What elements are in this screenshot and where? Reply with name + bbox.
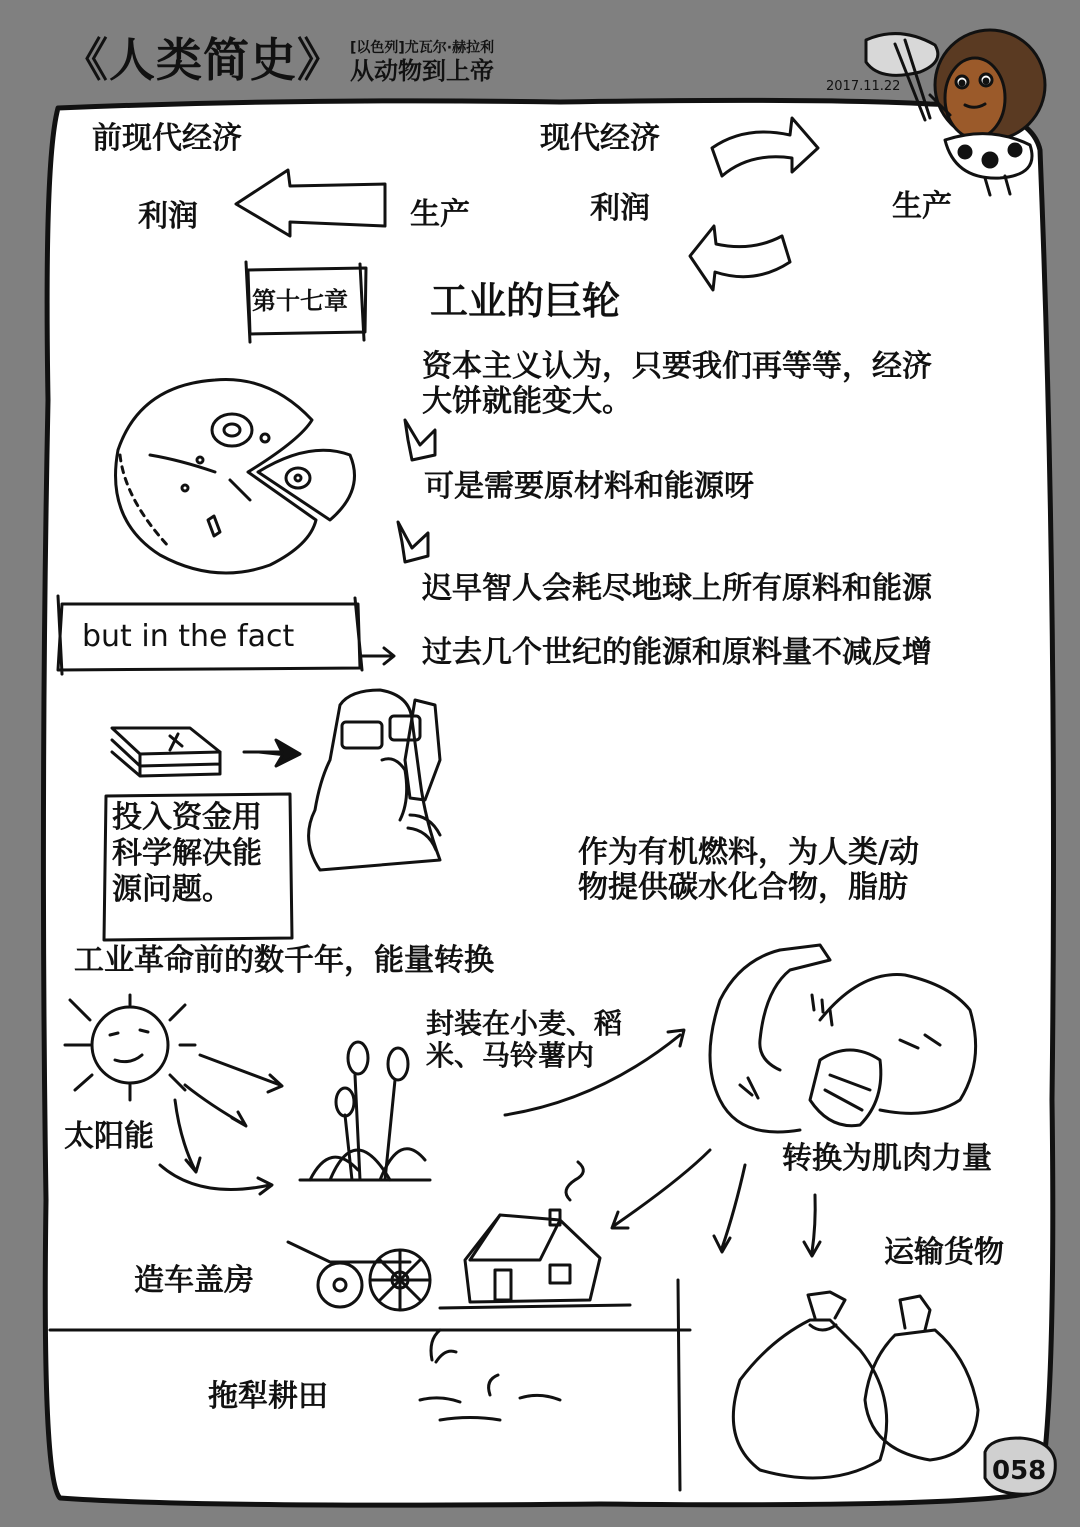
preindustrial-statement: 工业革命前的数千年，能量转换	[74, 943, 494, 978]
solar-label: 太阳能	[64, 1119, 154, 1154]
book-author: [以色列]尤瓦尔·赫拉利	[350, 40, 495, 56]
transport-label: 运输货物	[884, 1235, 1004, 1270]
note-date: 2017.11.22	[826, 79, 901, 94]
exhaust-statement: 迟早智人会耗尽地球上所有原料和能源	[422, 571, 932, 606]
capitalism-statement: 资本主义认为，只要我们再等等，经济 大饼就能变大。	[422, 349, 932, 419]
plow-label: 拖犁耕田	[208, 1379, 328, 1414]
invest-statement: 投入资金用 科学解决能 源问题。	[112, 800, 262, 907]
chapter-number: 第十七章	[252, 287, 348, 315]
premodern-profit-label: 利润	[138, 199, 198, 234]
modern-economy-label: 现代经济	[540, 121, 660, 156]
muscle-power-label: 转换为肌肉力量	[782, 1141, 992, 1176]
premodern-production-label: 生产	[410, 197, 470, 232]
sealed-in-crops-label: 封装在小麦、稻 米、马铃薯内	[426, 1007, 623, 1073]
fact-label: but in the fact	[82, 619, 295, 654]
book-title: 《人类简史》	[62, 33, 344, 87]
premodern-economy-label: 前现代经济	[92, 121, 242, 156]
book-subtitle: 从动物到上帝	[350, 57, 494, 85]
chapter-title: 工业的巨轮	[430, 279, 621, 323]
increase-statement: 过去几个世纪的能源和原料量不减反增	[422, 635, 932, 670]
build-label: 造车盖房	[134, 1263, 254, 1298]
modern-profit-label: 利润	[590, 191, 650, 226]
modern-production-label: 生产	[892, 189, 952, 224]
need-materials-statement: 可是需要原材料和能源呀	[424, 469, 754, 504]
page-number: 058	[992, 1456, 1047, 1486]
organic-fuel-statement: 作为有机燃料，为人类/动 物提供碳水化合物，脂肪	[578, 835, 919, 905]
